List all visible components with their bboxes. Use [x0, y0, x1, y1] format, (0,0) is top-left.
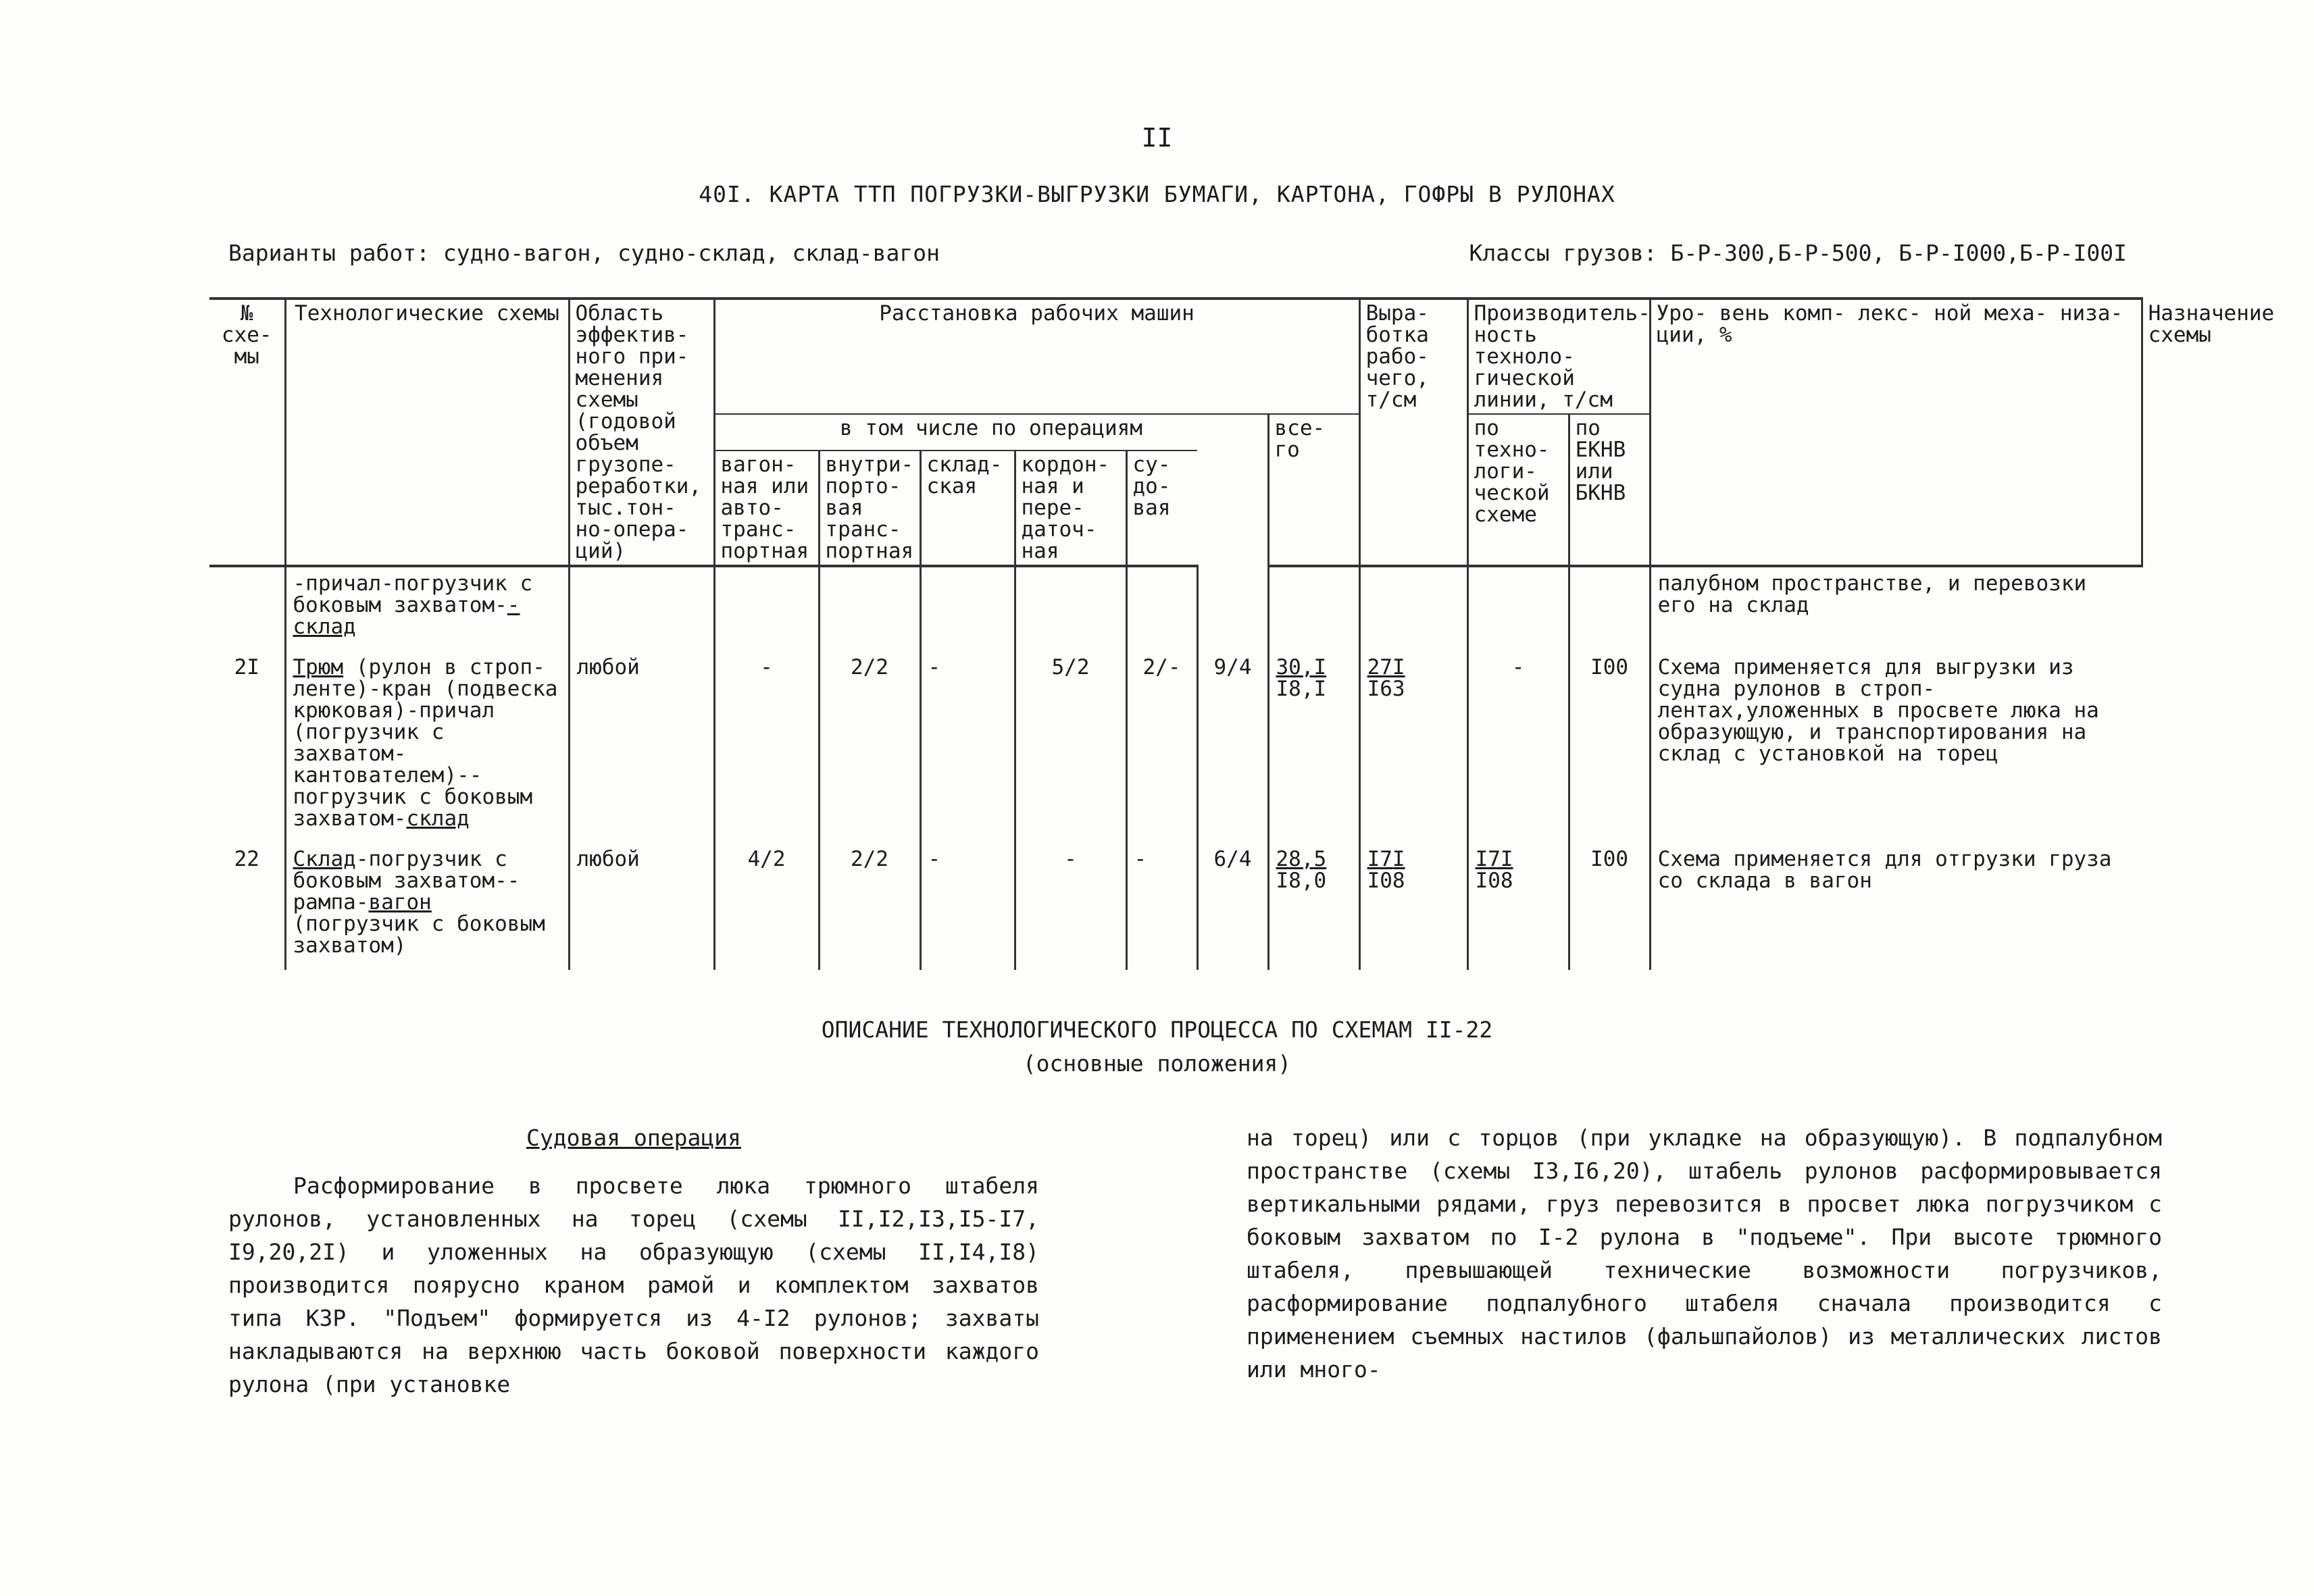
row-cordon: -: [1015, 843, 1126, 970]
work-variants: Варианты работ: судно-вагон, судно-склад, склад-вагон: [228, 240, 940, 266]
header-warehouse: склад- ская: [920, 451, 1015, 566]
row-ship: [1126, 566, 1197, 651]
row-inner: 2/2: [819, 843, 920, 970]
text-column-left: [228, 1121, 1039, 1401]
table-row: [209, 651, 2142, 843]
description-subtitle: (основные положения): [1022, 1050, 1292, 1077]
row-wagon: [714, 566, 819, 651]
cargo-classes: Классы грузов: Б-Р-300,Б-Р-500, Б-Р-I000,Б-Р-I00I: [1469, 240, 2127, 266]
row-area: любой: [569, 651, 714, 843]
header-output: Выра- ботка рабо- чего, т/см: [1359, 299, 1467, 566]
document-title: 40I. КАРТА ТТП ПОГРУЗКИ-ВЫГРУЗКИ БУМАГИ, КАРТОНА, ГОФРЫ В РУЛОНАХ: [699, 181, 1615, 207]
table-row: [209, 843, 2142, 970]
table-row: [209, 566, 2142, 651]
section-heading: Судовая операция: [526, 1125, 741, 1151]
row-prod-scheme: [1359, 566, 1467, 651]
header-num: № схе- мы: [209, 299, 285, 566]
row-prod-ekhv: -: [1467, 651, 1569, 843]
header-ship: су- до- вая: [1126, 451, 1197, 566]
text-column-right: на торец) или с торцов (при укладке на образующую). В подпалубном пространстве (схемы I3,I6,20), штабель рулонов расформировывается вертикальными рядами, груз перевозится в просвет люка погрузчиком с боковым захватом по I-2 рулона в "подъеме". При высоте трюмного штабеля, превышающей технические возможности погрузчиков, расформирование подпалубного штабеля сначала производится с применением съемных настилов (фальшпайолов) из металлических листов или много-: [1247, 1125, 2162, 1383]
row-scheme: Склад-погрузчик с боковым захватом--рампа-вагон (погрузчик с боковым захватом): [285, 843, 569, 970]
row-purpose: Схема применяется для выгрузки из судна рулонов в строп-лентах,уложенных в просвете люка на образующую, и транспортирования на склад с установкой на торец: [1650, 651, 2142, 843]
row-prod-ekhv: [1467, 566, 1569, 651]
row-warehouse: -: [920, 651, 1015, 843]
row-wagon: -: [714, 651, 819, 843]
row-ship: -: [1126, 843, 1197, 970]
row-scheme: -причал-погрузчик с боковым захватом--склад: [285, 566, 569, 651]
page-number: II: [1141, 123, 1173, 153]
header-level: Уро- вень комп- лекс- ной меха- низа- ции, %: [1650, 299, 2142, 566]
row-ship: 2/-: [1126, 651, 1197, 843]
row-scheme: Трюм (рулон в строп-ленте)-кран (подвеска крюковая)-причал (погрузчик с захватом-кантователем)--погрузчик с боковым захватом-склад: [285, 651, 569, 843]
row-wagon: 4/2: [714, 843, 819, 970]
row-purpose: палубном пространстве, и перевозки его на склад: [1650, 566, 2142, 651]
row-inner: 2/2: [819, 651, 920, 843]
row-prod-ekhv: $\frac{I7I}{I08}$: [1467, 843, 1569, 970]
header-total: все- го: [1268, 414, 1359, 566]
row-cordon: [1015, 566, 1126, 651]
row-area: любой: [569, 843, 714, 970]
header-by-ekhv: по ЕКНВ или БКНВ: [1569, 414, 1650, 566]
row-num: 2I: [209, 651, 285, 843]
row-inner: [819, 566, 920, 651]
row-prod-scheme: $\frac{27I}{I63}$: [1359, 651, 1467, 843]
header-by-operation: в том числе по операциям: [714, 414, 1268, 451]
header-wagon: вагон- ная или авто- транс- портная: [714, 451, 819, 566]
header-by-scheme: по техно- логи- ческой схеме: [1467, 414, 1569, 566]
row-num: 22: [209, 843, 285, 970]
header-schemes: Технологические схемы: [285, 299, 569, 566]
row-total: 6/4: [1197, 843, 1268, 970]
row-cordon: 5/2: [1015, 651, 1126, 843]
row-output: $\frac{30,I}{I8,I}$: [1268, 651, 1359, 843]
row-purpose: Схема применяется для отгрузки груза со склада в вагон: [1650, 843, 2142, 970]
row-num: [209, 566, 285, 651]
header-inner: внутри- порто- вая транс- портная: [819, 451, 920, 566]
row-warehouse: [920, 566, 1015, 651]
row-output: $\frac{28,5}{I8,0}$: [1268, 843, 1359, 970]
scheme-table: № схе- мы Технологические схемы Область эффектив- ного при- менения схемы (годовой объем грузопе- реработки, тыс.тон- но-опера- ций) Расстановка рабочих машин Выра- ботка рабо- чего, т/см Производитель- ность техноло- гической линии, т/см Уро- вень комп- лекс- ной меха- низа- ции, % Назначение схемы в том числе по операциям все- го по техно- логи- ческой схеме по ЕКНВ или БКНВ вагон- ная или авто- транс- портная внутри- порто- вая транс- портная склад- ская кордон- ная и пере- даточ- ная су- до- вая -причал-погрузчик с боковым захватом--склад палубном пространстве, и перевозки его на склад 2I Трюм (рулон в строп-ленте)-кран (подвеска крюковая)-причал (погрузчик с захватом-кантователем)--погрузчик с боковым захватом-склад любой - 2/2 - 5/2 2/- 9/4 $\frac{30,I}{I8,I}$ $\frac{27I}{I63}$ - I00 Схема применяется для выгрузки из судна рулонов в строп-лентах,уложенных в просвете люка на образующую, и транспортирования на склад с установкой на торец 22 Склад-погрузчик с боковым захватом--рампа-вагон (погрузчик с боковым захватом) любой 4/2 2/2 - - - 6/4 $\frac{28,5}{I8,0}$ $\frac{I7I}{I08}$ $\frac{I7I}{I08}$ I00 Схема применяется для отгрузки груза со склада в вагон: [209, 297, 2142, 970]
row-total: 9/4: [1197, 651, 1268, 843]
row-level: I00: [1569, 843, 1650, 970]
header-productivity: Производитель- ность техноло- гической линии, т/см: [1467, 299, 1650, 414]
row-total: [1197, 566, 1268, 651]
header-cordon: кордон- ная и пере- даточ- ная: [1015, 451, 1126, 566]
row-output: [1268, 566, 1359, 651]
row-prod-scheme: $\frac{I7I}{I08}$: [1359, 843, 1467, 970]
row-level: I00: [1569, 651, 1650, 843]
description-title: ОПИСАНИЕ ТЕХНОЛОГИЧЕСКОГО ПРОЦЕССА ПО СХЕМАМ II-22: [821, 1016, 1493, 1043]
paragraph-left: Расформирование в просвете люка трюмного штабеля рулонов, установленных на торец (схемы II,I2,I3,I5-I7, I9,20,2I) и уложенных на образующую (схемы II,I4,I8) производится поярусно краном рамой и комплектом захватов типа КЗР. "Подъем" формируется из 4-I2 рулонов; захваты накладываются на верхнюю часть боковой поверхности каждого рулона (при установке: [228, 1173, 1039, 1397]
row-area: [569, 566, 714, 651]
header-machines: Расстановка рабочих машин: [714, 299, 1359, 414]
row-level: [1569, 566, 1650, 651]
row-warehouse: -: [920, 843, 1015, 970]
header-area: Область эффектив- ного при- менения схемы (годовой объем грузопе- реработки, тыс.тон- но-опера- ций): [569, 299, 714, 566]
